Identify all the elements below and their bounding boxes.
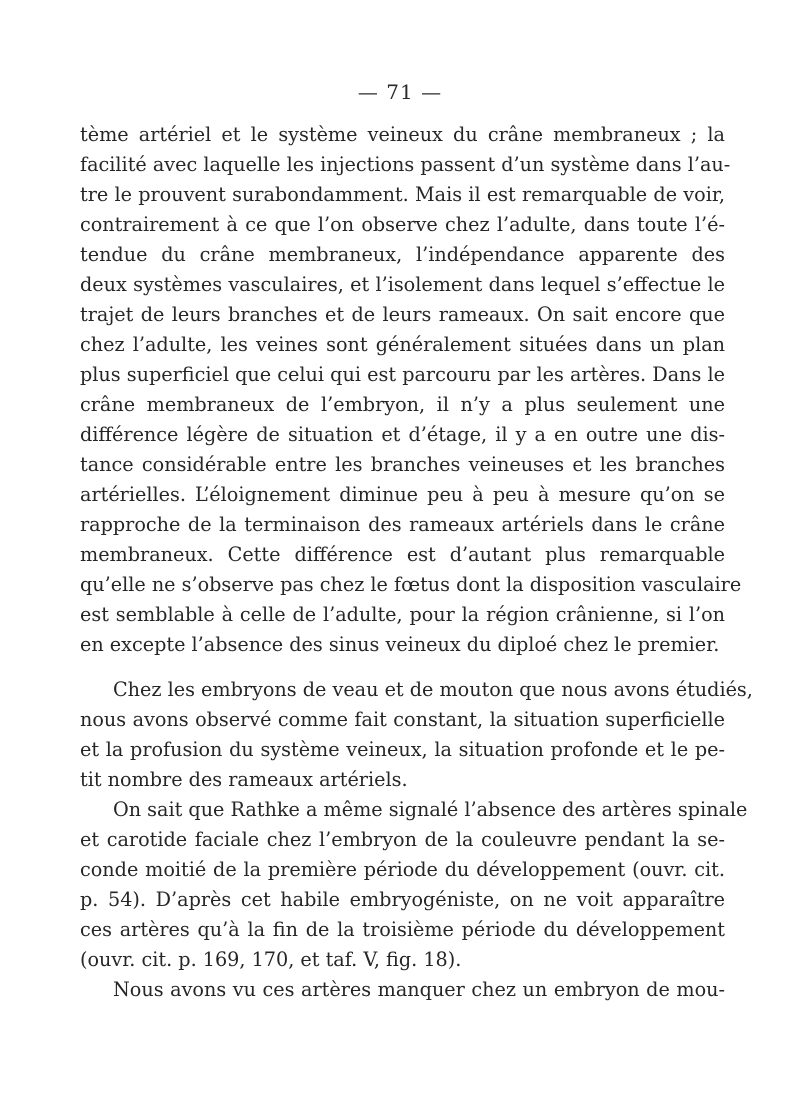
text-line: et carotide faciale chez l’embryon de la couleuvre pendant la se- <box>80 828 725 851</box>
text-line: On sait que Rathke a même signalé l’absence des artères spinale <box>113 798 748 821</box>
text-line: tendue du crâne membraneux, l’indépendance apparente des <box>80 243 725 266</box>
text-line: Nous avons vu ces artères manquer chez un embryon de mou- <box>113 978 725 1001</box>
text-line: qu’elle ne s’observe pas chez le fœtus dont la disposition vasculaire <box>80 573 742 596</box>
text-line: ces artères qu’à la fin de la troisième période du développement <box>80 918 725 941</box>
text-line: tance considérable entre les branches veineuses et les branches <box>80 453 725 476</box>
text-line: chez l’adulte, les veines sont généralement situées dans un plan <box>80 333 725 356</box>
text-line: facilité avec laquelle les injections passent d’un système dans l’au- <box>80 153 731 176</box>
text-line: artérielles. L’éloignement diminue peu à peu à mesure qu’on se <box>80 483 725 506</box>
text-line: p. 54). D’après cet habile embryogéniste, on ne voit apparaître <box>80 888 725 911</box>
text-line: crâne membraneux de l’embryon, il n’y a plus seulement une <box>80 393 725 416</box>
text-line: est semblable à celle de l’adulte, pour la région crânienne, si l’on <box>80 603 725 626</box>
text-line: contrairement à ce que l’on observe chez l’adulte, dans toute l’é- <box>80 213 725 236</box>
text-line: plus superficiel que celui qui est parcouru par les artères. Dans le <box>80 363 725 386</box>
page-number: — 71 — <box>357 80 443 104</box>
text-line: membraneux. Cette différence est d’autant plus remarquable <box>80 543 725 566</box>
text-line: nous avons observé comme fait constant, la situation superficielle <box>80 708 725 731</box>
text-line: en excepte l’absence des sinus veineux du diploé chez le premier. <box>80 633 720 656</box>
text-line: conde moitié de la première période du développement (ouvr. cit. <box>80 858 725 881</box>
text-line: différence légère de situation et d’étage, il y a en outre une dis- <box>80 423 725 446</box>
text-line: tème artériel et le système veineux du crâne membraneux ; la <box>80 123 725 146</box>
text-line: trajet de leurs branches et de leurs rameaux. On sait encore que <box>80 303 725 326</box>
text-line: tre le prouvent surabondamment. Mais il est remarquable de voir, <box>80 183 725 206</box>
text-line: Chez les embryons de veau et de mouton que nous avons étudiés, <box>113 678 753 701</box>
text-line: (ouvr. cit. p. 169, 170, et taf. V, fig. 18). <box>80 948 462 971</box>
text-line: tit nombre des rameaux artériels. <box>80 768 408 791</box>
text-line: rapproche de la terminaison des rameaux artériels dans le crâne <box>80 513 725 536</box>
text-line: deux systèmes vasculaires, et l’isolement dans lequel s’effectue le <box>80 273 725 296</box>
text-line: et la profusion du système veineux, la situation profonde et le pe- <box>80 738 725 761</box>
